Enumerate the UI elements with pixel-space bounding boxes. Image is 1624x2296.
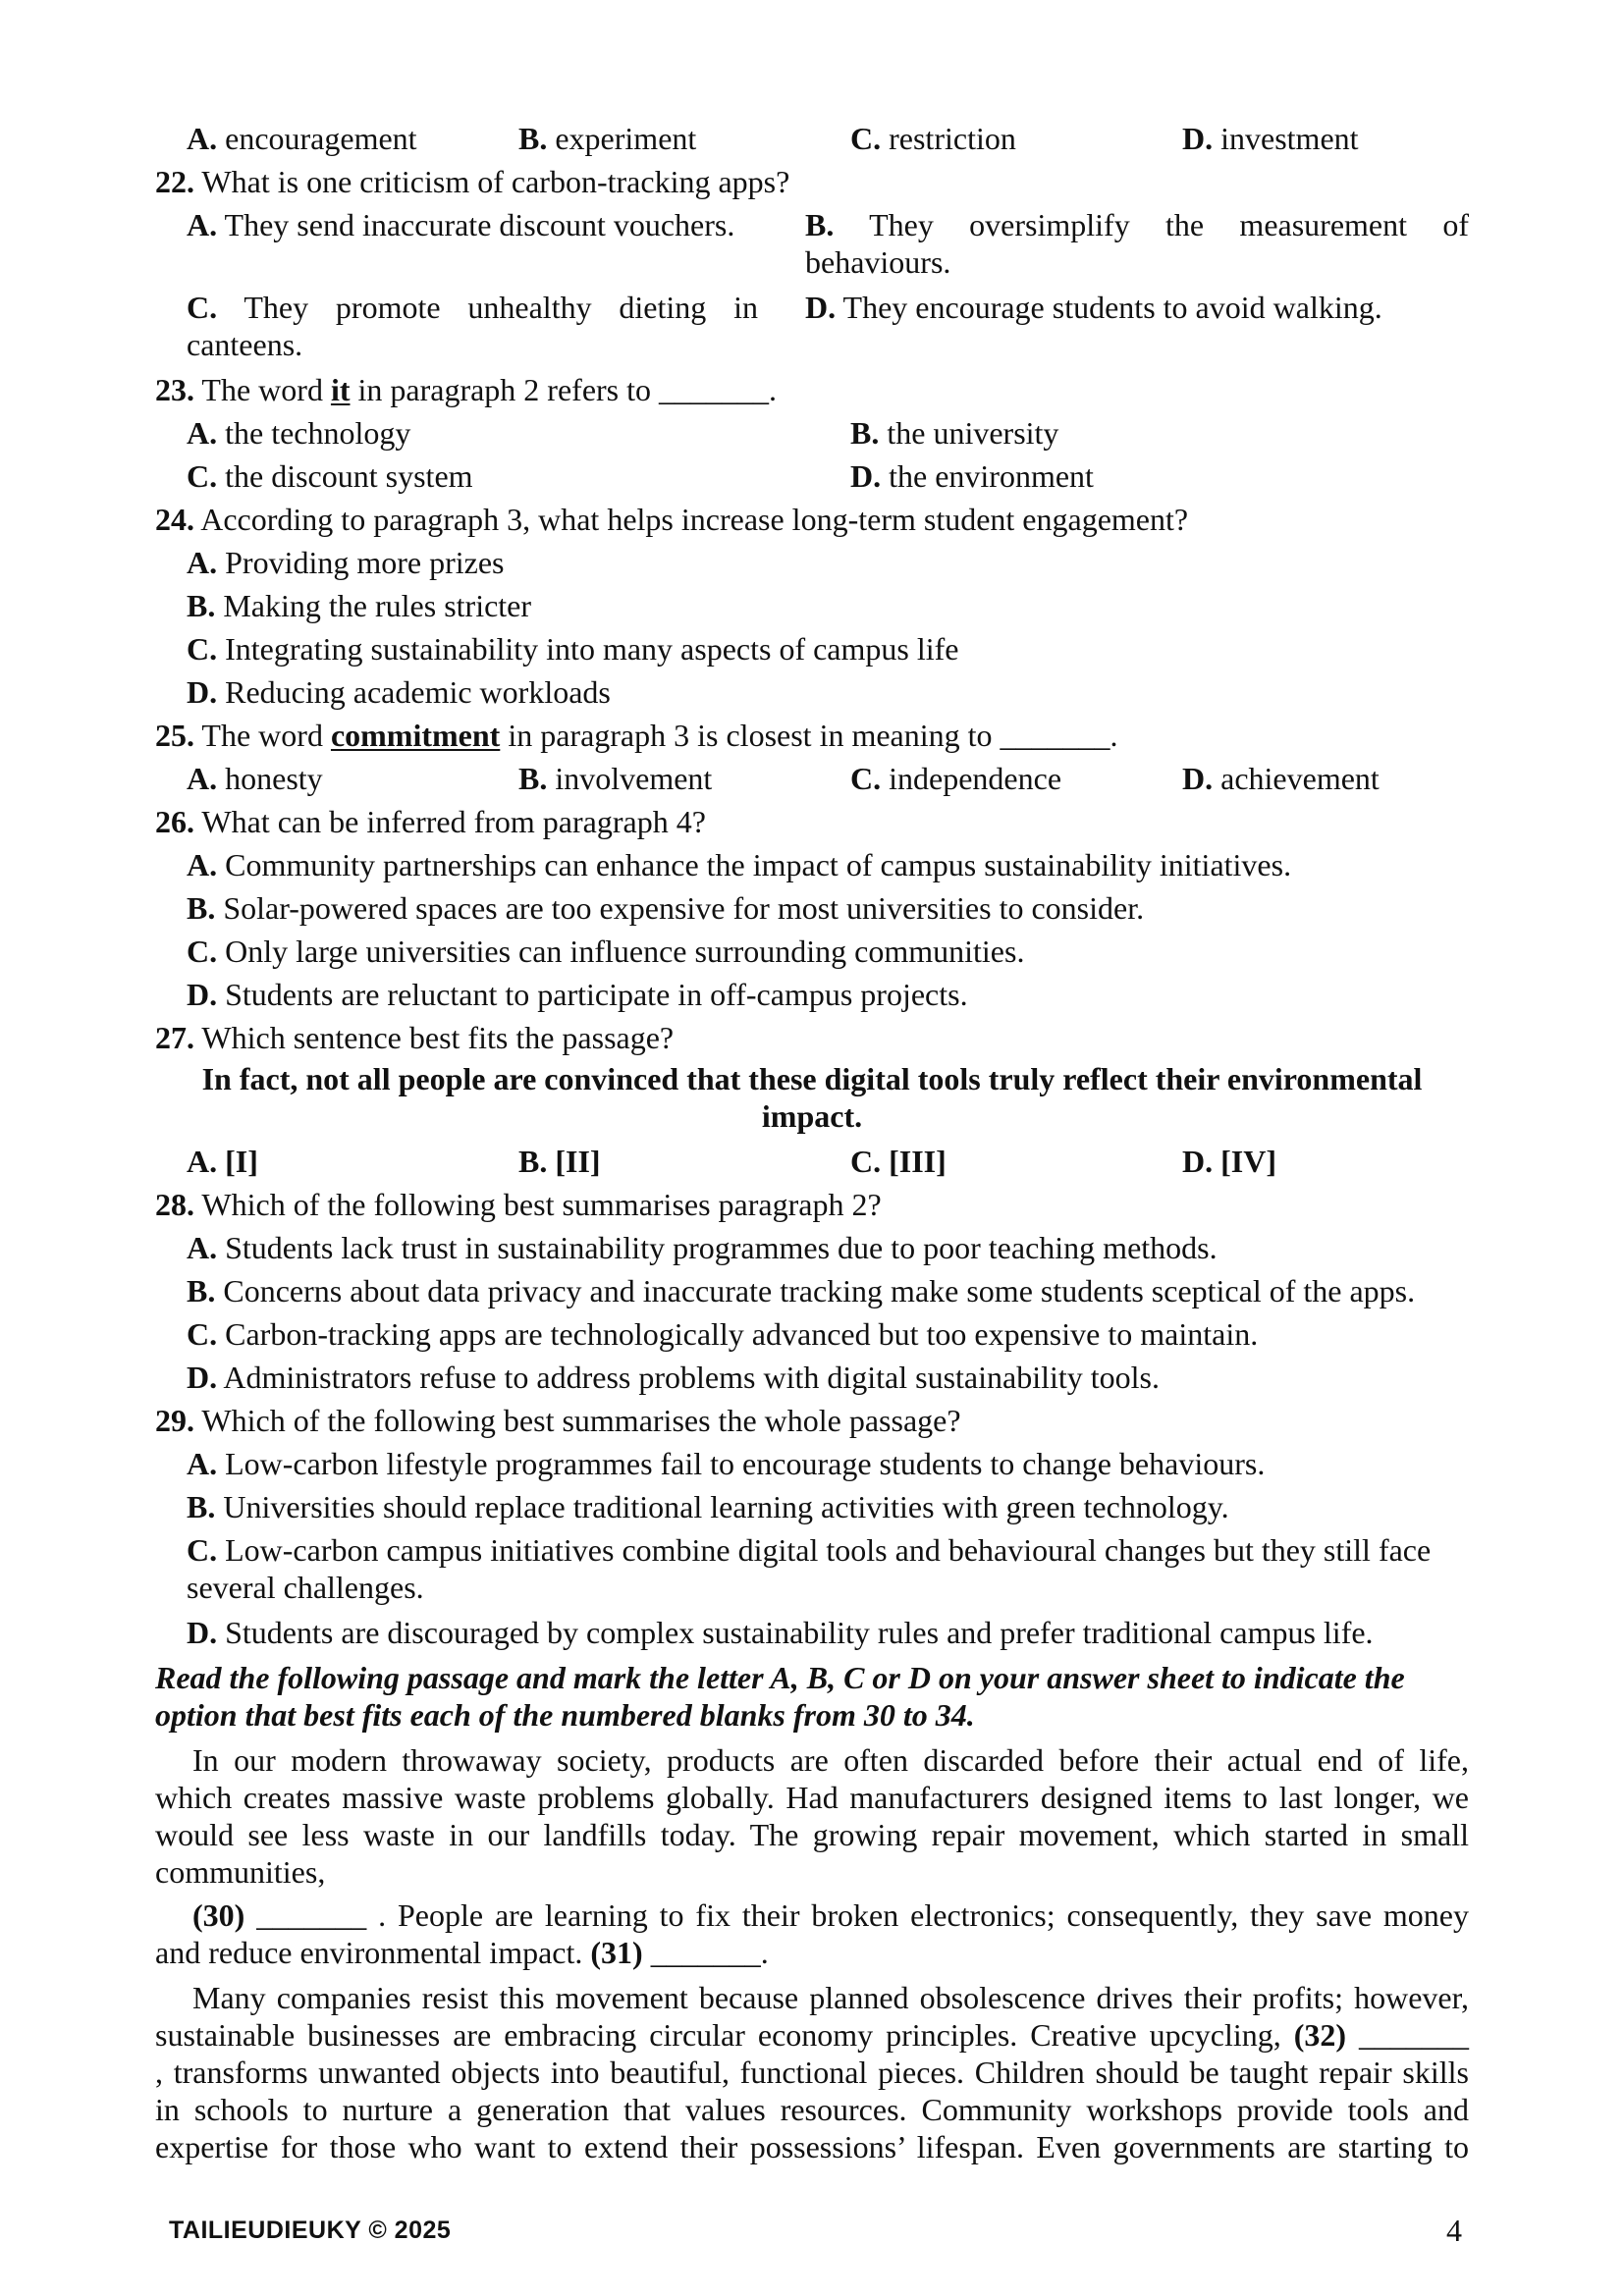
q23-keyword: it: [330, 372, 351, 407]
q25-option-d: D. achievement: [1182, 761, 1380, 796]
q29-option-c-line1: C. Low-carbon campus initiatives combine digital tools and behavioural changes but they still face: [187, 1532, 1432, 1568]
q25-question: 25. The word commitment in paragraph 3 is closest in meaning to _______.: [155, 718, 1118, 753]
q27-option-b: B. [II]: [518, 1144, 601, 1179]
q28-option-d: D. Administrators refuse to address problems with digital sustainability tools.: [187, 1360, 1160, 1395]
q27-question: 27. Which sentence best fits the passage?: [155, 1020, 675, 1055]
q28-option-a: A. Students lack trust in sustainability programmes due to poor teaching methods.: [187, 1230, 1218, 1265]
passage-p3-line2: sustainable businesses are embracing circular economy principles. Creative upcycling, (32) _______: [155, 2017, 1470, 2053]
q21-option-a: A. encouragement: [187, 121, 417, 156]
q27-option-d: D. [IV]: [1182, 1144, 1276, 1179]
q25-keyword: commitment: [330, 718, 501, 753]
passage-p1-line4: communities,: [155, 1854, 326, 1890]
passage-p3-line4: in schools to nurture a generation that values resources. Community workshops provide tools and: [155, 2092, 1469, 2127]
q29-option-d: D. Students are discouraged by complex sustainability rules and prefer traditional campus life.: [187, 1615, 1374, 1650]
passage-p1-line3: would see less waste in our landfills today. The growing repair movement, which started in small: [155, 1817, 1469, 1852]
q24-option-a: A. Providing more prizes: [187, 545, 505, 580]
q28-question: 28. Which of the following best summarises paragraph 2?: [155, 1187, 882, 1222]
q22-question: 22. What is one criticism of carbon-tracking apps?: [155, 164, 790, 199]
q23-option-d: D. the environment: [850, 458, 1094, 494]
passage-p3-line1: Many companies resist this movement because planned obsolescence drives their profits; however,: [192, 1980, 1469, 2015]
instruction-line1: Read the following passage and mark the letter A, B, C or D on your answer sheet to indicate the: [155, 1660, 1405, 1695]
q24-question: 24. According to paragraph 3, what helps increase long-term student engagement?: [155, 502, 1189, 537]
q22-option-c-line1: C. They promote unhealthy dieting in: [187, 290, 759, 325]
q23-option-c: C. the discount system: [187, 458, 473, 494]
blank-32: (32): [1293, 2017, 1347, 2053]
passage-p3-line3: , transforms unwanted objects into beautiful, functional pieces. Children should be taught repair skills: [155, 2055, 1469, 2090]
q22-option-a: A. They send inaccurate discount vouchers.: [187, 207, 735, 242]
q26-option-a: A. Community partnerships can enhance the impact of campus sustainability initiatives.: [187, 847, 1292, 882]
q26-question: 26. What can be inferred from paragraph 4?: [155, 804, 706, 839]
q27-option-c: C. [III]: [850, 1144, 947, 1179]
q24-option-d: D. Reducing academic workloads: [187, 674, 611, 710]
q26-option-b: B. Solar-powered spaces are too expensive for most universities to consider.: [187, 890, 1145, 926]
q25-option-c: C. independence: [850, 761, 1062, 796]
q29-question: 29. Which of the following best summarises the whole passage?: [155, 1403, 961, 1438]
q27-sentence-line1: In fact, not all people are convinced that these digital tools truly reflect their environmental: [201, 1061, 1423, 1096]
q27-option-a: A. [I]: [187, 1144, 258, 1179]
q25-option-b: B. involvement: [518, 761, 713, 796]
blank-30: (30): [192, 1897, 245, 1933]
q21-option-b: B. experiment: [518, 121, 697, 156]
q24-option-c: C. Integrating sustainability into many aspects of campus life: [187, 631, 959, 667]
q22-option-b-line2: behaviours.: [805, 244, 951, 280]
q25-option-a: A. honesty: [187, 761, 323, 796]
page-number: 4: [1446, 2213, 1462, 2248]
q29-option-a: A. Low-carbon lifestyle programmes fail to encourage students to change behaviours.: [187, 1446, 1266, 1481]
q29-option-b: B. Universities should replace traditional learning activities with green technology.: [187, 1489, 1229, 1524]
blank-31: (31): [590, 1935, 643, 1970]
q23-option-a: A. the technology: [187, 415, 411, 451]
footer-brand: TAILIEUDIEUKY © 2025: [169, 2216, 452, 2244]
q23-question: 23. The word it in paragraph 2 refers to _______.: [155, 372, 778, 407]
q27-sentence-line2: impact.: [761, 1098, 863, 1134]
q28-option-b: B. Concerns about data privacy and inaccurate tracking make some students sceptical of the apps.: [187, 1273, 1416, 1308]
passage-p3-line5: expertise for those who want to extend their possessions’ lifespan. Even governments are starting to: [155, 2129, 1469, 2164]
passage-p1-line2: which creates massive waste problems globally. Had manufacturers designed items to last longer, we: [155, 1780, 1469, 1815]
q24-option-b: B. Making the rules stricter: [187, 588, 532, 623]
q29-option-c-line2: several challenges.: [187, 1570, 424, 1605]
q26-option-c: C. Only large universities can influence surrounding communities.: [187, 934, 1025, 969]
q28-option-c: C. Carbon-tracking apps are technologically advanced but too expensive to maintain.: [187, 1316, 1259, 1352]
passage-p2-line2: and reduce environmental impact. (31) _______.: [155, 1935, 769, 1970]
q26-option-d: D. Students are reluctant to participate in off-campus projects.: [187, 977, 968, 1012]
q21-option-d: D. investment: [1182, 121, 1359, 156]
passage-p2-line1: (30) _______ . People are learning to fix their broken electronics; consequently, they save money: [192, 1897, 1470, 1933]
q23-option-b: B. the university: [850, 415, 1059, 451]
passage-p1-line1: In our modern throwaway society, products are often discarded before their actual end of life,: [192, 1742, 1469, 1778]
q22-option-c-line2: canteens.: [187, 327, 303, 362]
q21-option-c: C. restriction: [850, 121, 1016, 156]
q22-option-d: D. They encourage students to avoid walking.: [805, 290, 1382, 325]
q22-option-b-line1: B. They oversimplify the measurement of: [805, 207, 1470, 242]
instruction-line2: option that best fits each of the numbered blanks from 30 to 34.: [155, 1697, 975, 1733]
